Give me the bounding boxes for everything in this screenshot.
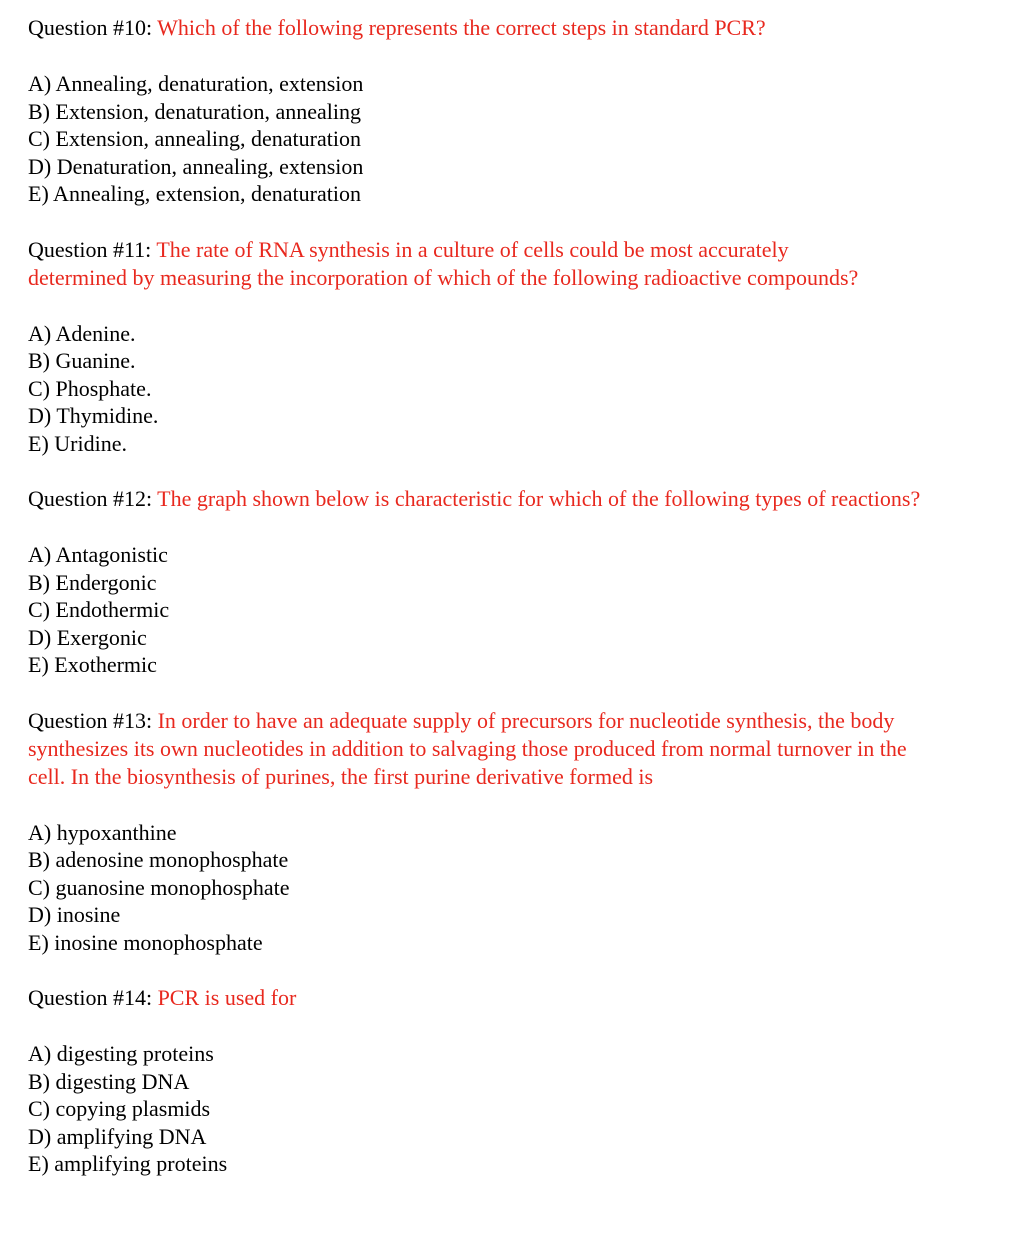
spacer: [28, 457, 988, 485]
answer-option: E) inosine monophosphate: [28, 929, 263, 955]
answer-option: D) Thymidine.: [28, 403, 159, 428]
question-label: Question #11:: [28, 236, 152, 262]
answer-option: A) Annealing, denaturation, extension: [28, 71, 364, 96]
answer-option: E) Exothermic: [28, 652, 157, 677]
question-text: PCR is used for: [157, 985, 297, 1010]
answer-option: E) amplifying proteins: [28, 1151, 228, 1176]
question-text: Which of the following represents the correct steps in standard PCR?: [157, 15, 766, 40]
question-label: Question #13:: [28, 707, 153, 733]
answer-option: B) Extension, denaturation, annealing: [28, 98, 361, 124]
answer-option: A) Antagonistic: [28, 542, 168, 567]
answer-option: C) Extension, annealing, denaturation: [28, 126, 361, 151]
question-12: [28, 485, 988, 679]
answer-option: B) adenosine monophosphate: [28, 847, 289, 872]
spacer: [28, 679, 988, 707]
answer-option: D) Denaturation, annealing, extension: [28, 153, 364, 179]
answer-option: C) Phosphate.: [28, 375, 152, 401]
spacer: [28, 956, 988, 984]
answer-option: B) digesting DNA: [28, 1068, 190, 1094]
answer-option: C) copying plasmids: [28, 1096, 211, 1121]
answer-option: C) Endothermic: [28, 597, 170, 622]
question-14: [28, 984, 988, 1178]
question-label: Question #10:: [28, 15, 153, 40]
answer-options: [28, 1040, 988, 1178]
answer-option: C) guanosine monophosphate: [28, 874, 290, 900]
question-prompt: [28, 485, 928, 513]
document-page: [28, 14, 988, 1178]
answer-options: [28, 70, 988, 208]
answer-option: A) Adenine.: [28, 320, 136, 346]
answer-option: D) Exergonic: [28, 624, 147, 650]
answer-option: A) hypoxanthine: [28, 819, 177, 845]
question-text: The graph shown below is characteristic for which of the following types of reactions?: [157, 486, 921, 511]
answer-options: [28, 541, 988, 679]
answer-options: [28, 320, 988, 458]
spacer: [28, 208, 988, 236]
question-label: Question #12:: [28, 486, 153, 511]
answer-option: B) Endergonic: [28, 569, 157, 595]
answer-option: D) amplifying DNA: [28, 1123, 207, 1149]
answer-option: E) Annealing, extension, denaturation: [28, 181, 361, 206]
question-10: [28, 14, 988, 208]
answer-option: D) inosine: [28, 902, 121, 927]
question-prompt: [28, 236, 878, 292]
answer-options: [28, 819, 988, 957]
question-13: [28, 707, 988, 957]
question-text: In order to have an adequate supply of precursors for nucleotide synthesis, the body synthesizes its own nucleotides in addition to salvaging those produced from normal turnover in the cell. In the biosynthesis of purines, the first purine derivative formed is: [28, 707, 907, 789]
question-prompt: [28, 984, 928, 1012]
question-prompt: [28, 14, 888, 42]
question-text: The rate of RNA synthesis in a culture of cells could be most accurately determined by measuring the incorporation of which of the following radioactive compounds?: [28, 236, 859, 290]
answer-option: B) Guanine.: [28, 348, 136, 373]
question-prompt: [28, 707, 938, 791]
answer-option: E) Uridine.: [28, 430, 127, 456]
question-11: [28, 236, 988, 458]
question-label: Question #14:: [28, 985, 153, 1010]
answer-option: A) digesting proteins: [28, 1041, 214, 1066]
